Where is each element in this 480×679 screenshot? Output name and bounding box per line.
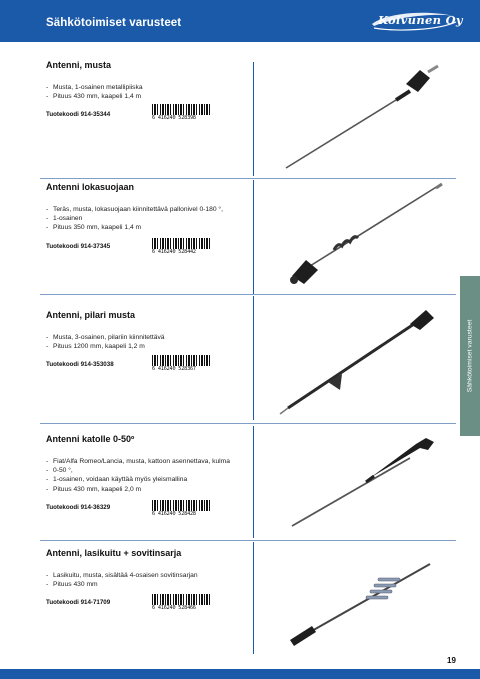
section-divider <box>40 178 456 179</box>
barcode-digits: 6 416240 528466 <box>152 605 196 611</box>
product-block <box>46 60 256 118</box>
product-block <box>46 434 256 511</box>
product-code: Tuotekoodi 914-37345 <box>46 242 111 250</box>
barcode-digits: 6 416240 528367 <box>152 366 196 372</box>
page-header <box>0 0 480 42</box>
antenna-icon <box>270 300 460 420</box>
product-detail: - Pituus 1200 mm, kaapeli 1,2 m <box>46 342 256 351</box>
antenna-icon <box>270 62 460 174</box>
product-detail: - Pituus 350 mm, kaapeli 1,4 m <box>46 223 256 232</box>
product-detail: - Teräs, musta, lokasuojaan kiinnitettävä pallonivel 0-180 °, <box>46 205 256 214</box>
product-detail: - Musta, 1-osainen metallipiiska <box>46 83 256 92</box>
product-detail: - Pituus 430 mm, kaapeli 2,0 m <box>46 485 256 494</box>
antenna-icon <box>270 180 460 292</box>
barcode <box>152 594 210 612</box>
product-details <box>46 83 256 101</box>
section-divider <box>40 423 456 424</box>
product-details <box>46 571 256 589</box>
product-block <box>46 310 256 368</box>
barcode-bars <box>152 238 210 249</box>
product-title: Antenni, lasikuitu + sovitinsarja <box>46 548 182 558</box>
antenna-icon <box>270 428 460 538</box>
product-code: Tuotekoodi 914-36329 <box>46 503 111 511</box>
product-title: Antenni lokasuojaan <box>46 182 135 192</box>
section-divider <box>40 294 456 295</box>
product-details <box>46 205 256 233</box>
page-footer <box>0 669 480 679</box>
barcode <box>152 104 210 122</box>
product-detail: - 1-osainen <box>46 214 256 223</box>
barcode-bars <box>152 500 210 511</box>
product-code: Tuotekoodi 914-353038 <box>46 361 114 369</box>
barcode-bars <box>152 355 210 366</box>
header-title: Sähkötoimiset varusteet <box>46 17 182 29</box>
product-detail: - Musta, 3-osainen, pilariin kiinnitettävä <box>46 333 256 342</box>
product-detail: - Lasikuitu, musta, sisältää 4-osaisen sovitinsarjan <box>46 571 256 580</box>
barcode <box>152 238 210 256</box>
side-tab-label: Sähkötoimiset varusteet <box>466 319 474 393</box>
antenna-icon <box>270 560 460 650</box>
barcode <box>152 500 210 518</box>
product-detail: - Pituus 430 mm <box>46 580 256 589</box>
product-details <box>46 457 256 494</box>
product-detail: - Pituus 430 mm, kaapeli 1,4 m <box>46 92 256 101</box>
product-code: Tuotekoodi 914-71709 <box>46 599 111 607</box>
barcode-digits: 6 416240 528398 <box>152 115 196 121</box>
barcode-bars <box>152 594 210 605</box>
product-title: Antenni, pilari musta <box>46 310 136 320</box>
product-detail: - Fiat/Alfa Romeo/Lancia, musta, kattoon asennettava, kulma <box>46 457 256 466</box>
product-title: Antenni, musta <box>46 60 112 70</box>
page-number: 19 <box>447 656 456 665</box>
product-detail: - 0-50 °, <box>46 466 256 475</box>
product-block <box>46 548 256 606</box>
barcode-bars <box>152 104 210 115</box>
barcode-digits: 6 416240 528442 <box>152 249 196 255</box>
logo-text: Koivunen Oy <box>378 13 463 27</box>
product-detail: - 1-osainen, voidaan käyttää myös yleismallina <box>46 475 256 484</box>
product-code: Tuotekoodi 914-35344 <box>46 111 111 119</box>
barcode-digits: 6 416240 528428 <box>152 511 196 517</box>
product-details <box>46 333 256 351</box>
product-block <box>46 182 256 250</box>
section-divider <box>40 540 456 541</box>
barcode <box>152 355 210 373</box>
product-title: Antenni katolle 0-50º <box>46 434 135 444</box>
